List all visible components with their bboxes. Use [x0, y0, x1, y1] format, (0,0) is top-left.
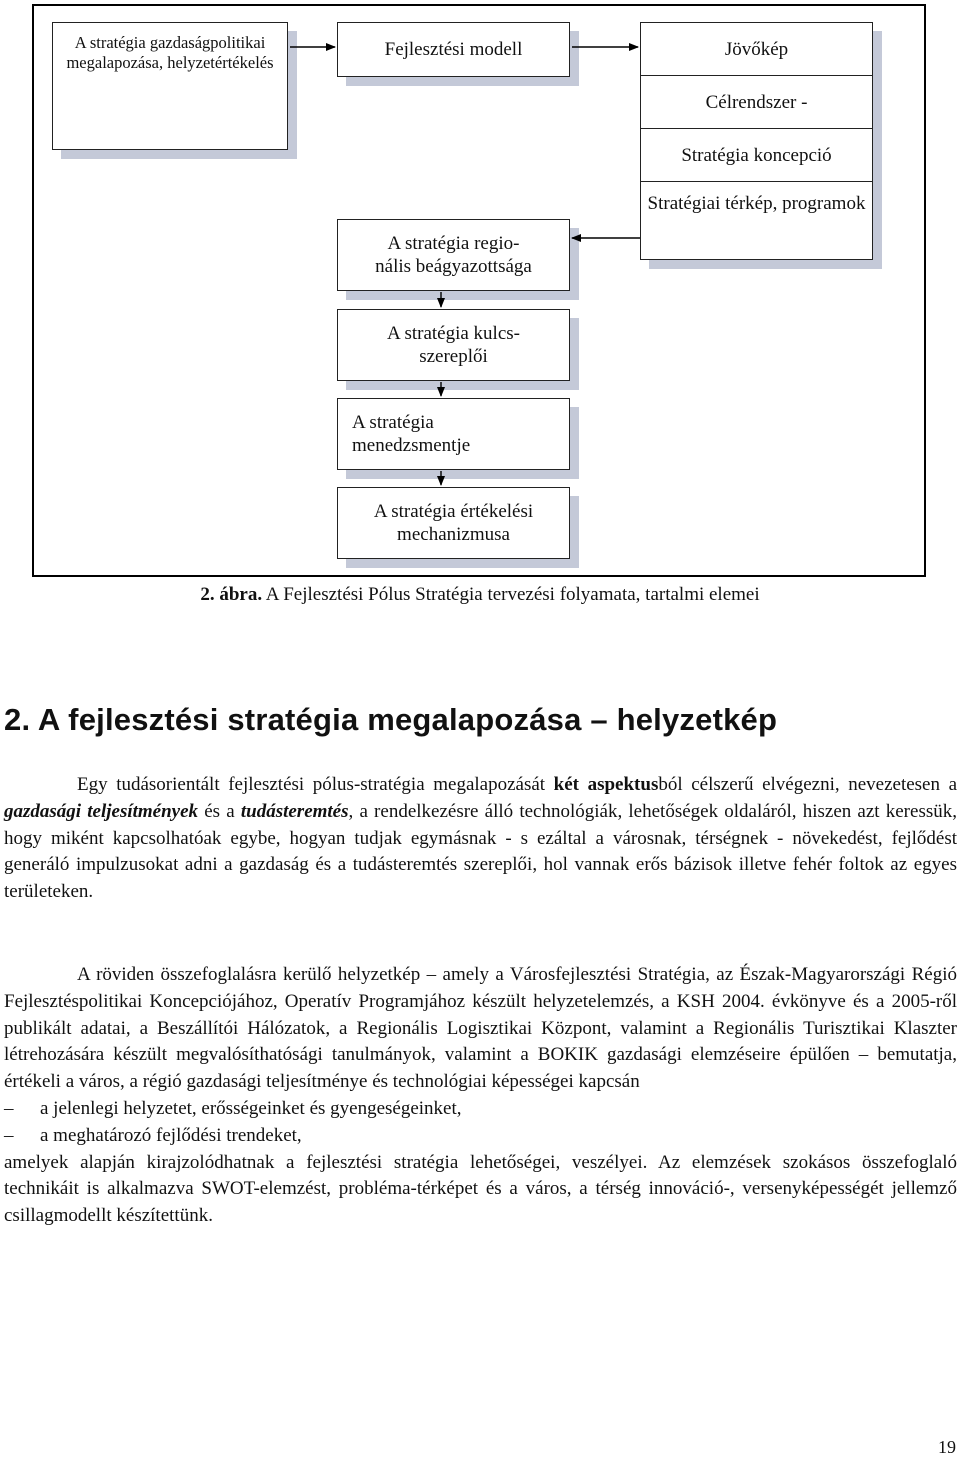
box-evaluation-line1: A stratégia értékelési — [373, 501, 534, 522]
box-regional-line1: A stratégia regio- — [387, 233, 520, 254]
paragraph-3: amelyek alapján kirajzolódhatnak a fejlesztési stratégia lehetőségei, veszélyei. Az elemzések szokásos összefoglaló technikáit is alkalmazva SWOT-elemzést, probléma-térképet és a város, a térség innováció-, versenyképességét jellemző csillagmodellt készítettünk. — [4, 1151, 957, 1227]
paragraph-1 — [4, 772, 957, 906]
box-management-line2: menedzsmentje — [352, 435, 471, 456]
body-text-2 — [4, 962, 957, 1230]
paragraph-2: A röviden összefoglalásra kerülő helyzetkép – amely a Városfejlesztési Stratégia, az Észak-Magyarországi Régió Fejlesztéspolitikai Koncepciójához, Operatív Programjához készült helyzetelemzés, a KSH 2004. évkönyve és a 2005-ről publikált adatai, a Beszállítói Hálózatok, a Regionális Logisztikai Központ, valamint a Regionális Turisztikai Klaszter létrehozására készült megvalósíthatósági tanulmányok, valamint a BOKIK gazdasági elemzéseire épülően – bemutatja, értékeli a város, a régió gazdasági teljesítménye és technológiai képességei kapcsán — [4, 964, 957, 1093]
p1-bold-italic-2: tudásteremtés — [240, 800, 349, 822]
vision-label: Jövőkép — [724, 38, 789, 60]
p1-text-1: Egy tudásorientált fejlesztési pólus-stratégia megalapozását — [77, 774, 554, 795]
section-heading: 2. A fejlesztési stratégia megalapozása – helyzetkép — [4, 702, 778, 737]
bullet-text-1: a jelenlegi helyzetet, erősségeinket és gyengeségeinket, — [40, 1097, 462, 1119]
strategy-concept-label: Stratégia koncepció — [681, 144, 832, 166]
p1-bold-italic-1: gazdasági teljesítmények — [4, 800, 199, 822]
box-regional-line2: nális beágyazottsága — [375, 256, 532, 277]
body-text — [4, 772, 957, 906]
bullet-dash: – — [4, 1097, 14, 1119]
bullet-item — [4, 1123, 957, 1150]
bullet-item — [4, 1096, 957, 1123]
bullet-text-2: a meghatározó fejlődési trendeket, — [40, 1124, 302, 1146]
goal-system-label: Célrendszer - — [705, 91, 808, 113]
p1-text-2: ból célszerű elvégezni, nevezetesen a — [658, 774, 958, 795]
box-key-line2: szereplői — [419, 346, 488, 367]
box-development-model-label: Fejlesztési modell — [384, 39, 523, 60]
strategy-map-label: Stratégiai térkép, programok — [647, 193, 866, 214]
figure-caption-text: A Fejlesztési Pólus Stratégia tervezési folyamata, tartalmi elemei — [262, 584, 760, 605]
p1-bold: két aspektus — [553, 774, 659, 795]
diagram-arrows — [0, 0, 960, 600]
page-number: 19 — [938, 1437, 956, 1457]
bullet-dash: – — [4, 1124, 14, 1146]
box-evaluation-line2: mechanizmusa — [397, 524, 510, 545]
p1-text-3: és a — [198, 800, 241, 822]
box-management-line1: A stratégia — [352, 412, 434, 433]
box-key-line1: A stratégia kulcs- — [387, 323, 520, 344]
box-economic-foundation-label: A stratégia gazdaságpolitikai megalapozása, helyzetértékelés — [66, 33, 274, 72]
figure-caption — [0, 584, 960, 606]
p1-text-4: , a rendelkezésre álló technológiák, lehetőségek oldaláról, hiszen azt keressük, hogy miként kapcsolhatóak egybe, hogyan tudjak egymásnak - s ezáltal a városnak, térségnek - növekedést, fejlődést generáló impulzusokat adni a gazdaság és a tudásteremtés szereplői, hol vannak erős bázisok illetve fehér foltok az egyes területeken. — [4, 800, 957, 903]
figure-caption-number: 2. ábra. — [200, 584, 263, 605]
